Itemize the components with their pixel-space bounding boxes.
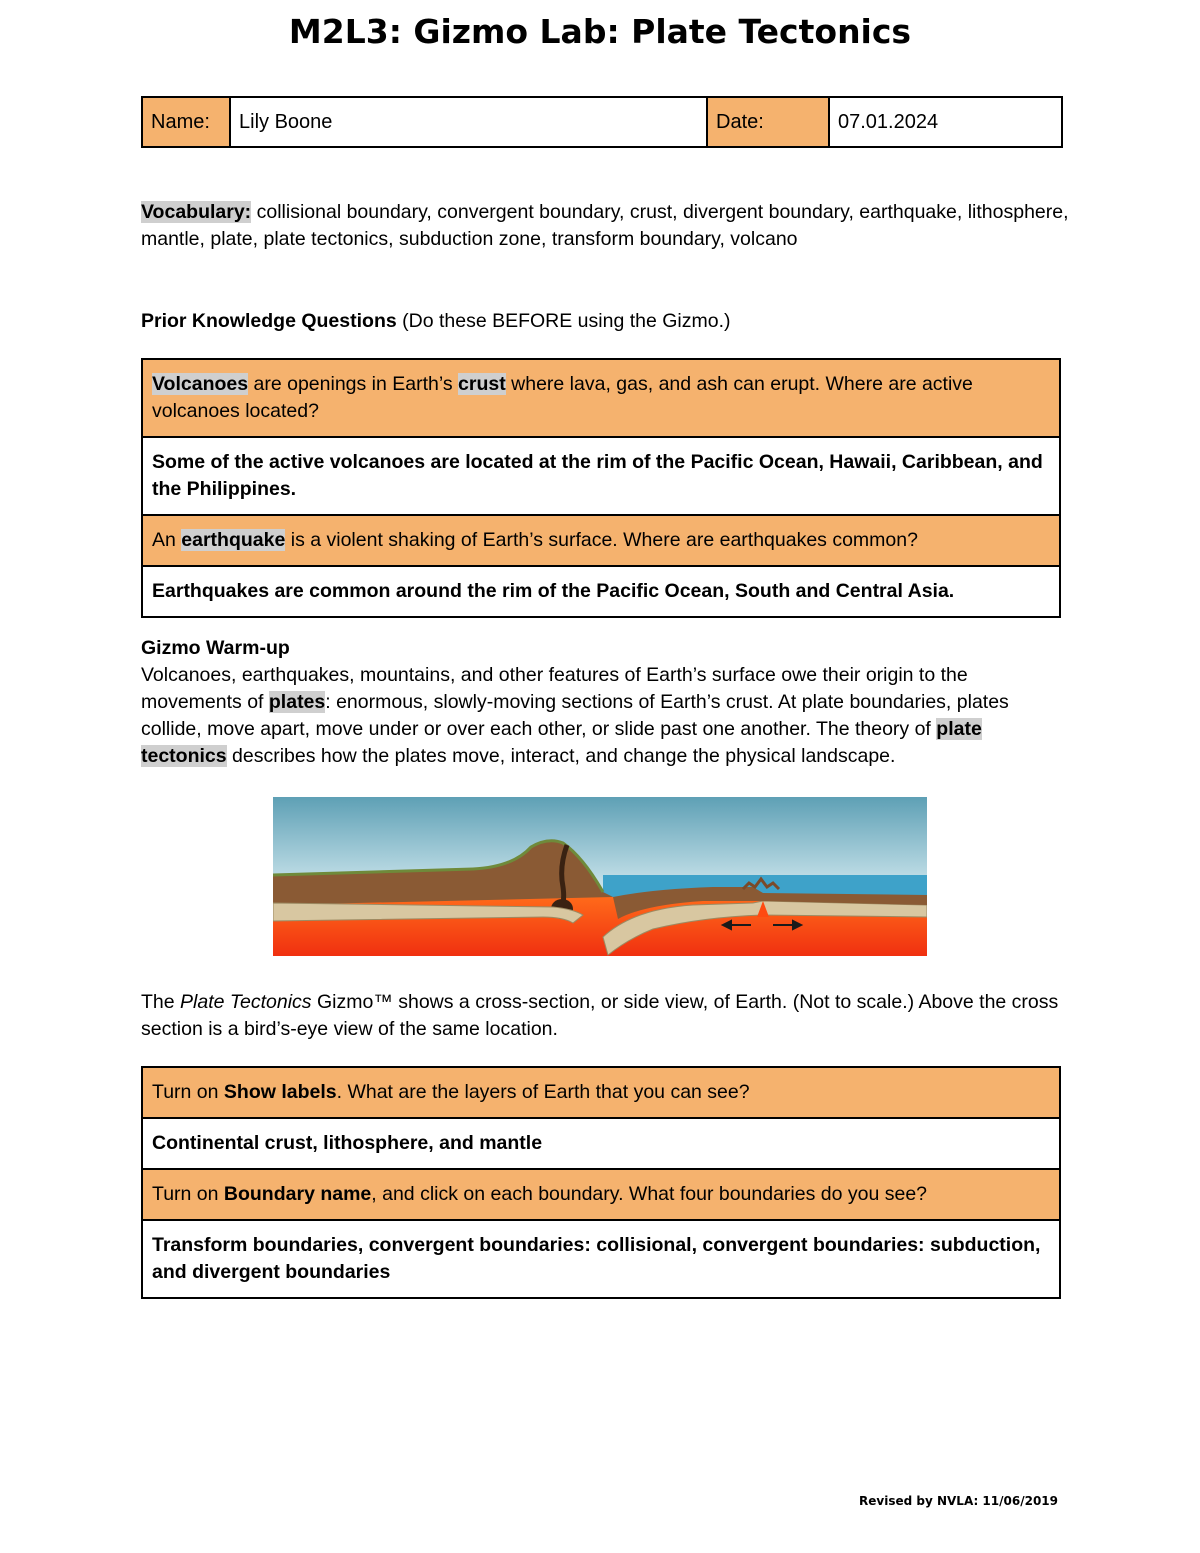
warmup-heading: Gizmo Warm-up bbox=[141, 637, 290, 659]
warmup-paragraph bbox=[141, 662, 1071, 770]
plate-tectonics-cross-section-image bbox=[273, 797, 927, 956]
page-title: M2L3: Gizmo Lab: Plate Tectonics bbox=[288, 12, 912, 51]
term-crust: crust bbox=[458, 373, 506, 395]
name-field[interactable]: Lily Boone bbox=[230, 97, 707, 147]
answer-layers[interactable]: Continental crust, lithosphere, and mantle bbox=[142, 1118, 1060, 1169]
term-earthquake: earthquake bbox=[181, 529, 286, 551]
question-text: Turn on bbox=[152, 1081, 224, 1103]
warmup-text: Volcanoes, earthquakes, mountains, and other features of Earth’s surface owe their origin to the movements of bbox=[141, 664, 968, 713]
term-volcanoes: Volcanoes bbox=[152, 373, 249, 395]
term-plate-tectonics: plate tectonics bbox=[141, 718, 982, 767]
question-text: , and click on each boundary. What four boundaries do you see? bbox=[371, 1183, 928, 1205]
question-volcanoes bbox=[142, 359, 1060, 437]
question-earthquakes bbox=[142, 515, 1060, 566]
warmup-text: : enormous, slowly-moving sections of Earth’s crust. At plate boundaries, plates collide, move apart, move under or over each other, or slide past one another. The theory of bbox=[141, 691, 1009, 740]
term-plates: plates bbox=[268, 691, 326, 713]
question-text: is a violent shaking of Earth’s surface. Where are earthquakes common? bbox=[285, 529, 918, 551]
warmup-section bbox=[141, 635, 1071, 770]
show-labels-term: Show labels bbox=[223, 1081, 337, 1103]
answer-earthquakes[interactable]: Earthquakes are common around the rim of the Pacific Ocean, South and Central Asia. bbox=[142, 566, 1060, 617]
name-label: Name: bbox=[142, 97, 230, 147]
prior-knowledge-table bbox=[141, 358, 1061, 618]
vocabulary-section bbox=[141, 199, 1071, 253]
question-text: Turn on bbox=[152, 1183, 224, 1205]
vocabulary-list: collisional boundary, convergent boundary, crust, divergent boundary, earthquake, lithosphere, mantle, plate, plate tectonics, subduction zone, transform boundary, volcano bbox=[141, 201, 1069, 250]
question-text: where lava, gas, and ash can erupt. Where are active volcanoes located? bbox=[152, 373, 973, 422]
date-field[interactable]: 07.01.2024 bbox=[829, 97, 1062, 147]
answer-volcanoes[interactable]: Some of the active volcanoes are located at the rim of the Pacific Ocean, Hawaii, Caribbean, and the Philippines. bbox=[142, 437, 1060, 515]
question-text: An bbox=[152, 529, 182, 551]
gizmo-intro-paragraph bbox=[141, 989, 1071, 1043]
vocabulary-label: Vocabulary: bbox=[141, 201, 252, 223]
date-label: Date: bbox=[707, 97, 829, 147]
gizmo-name: Plate Tectonics bbox=[180, 991, 312, 1013]
question-text: are openings in Earth’s bbox=[248, 373, 459, 395]
prior-knowledge-title: Prior Knowledge Questions bbox=[141, 310, 397, 332]
prior-knowledge-heading bbox=[141, 308, 731, 335]
answer-boundaries[interactable]: Transform boundaries, convergent boundaries: collisional, convergent boundaries: subduction, and divergent boundaries bbox=[142, 1220, 1060, 1298]
intro-text: The bbox=[141, 991, 181, 1013]
question-boundary-name bbox=[142, 1169, 1060, 1220]
question-text: . What are the layers of Earth that you can see? bbox=[336, 1081, 750, 1103]
revision-footer: Revised by NVLA: 11/06/2019 bbox=[859, 1494, 1058, 1508]
intro-text: Gizmo™ shows a cross-section, or side view, of Earth. (Not to scale.) Above the cross section is a bird’s-eye view of the same location. bbox=[141, 991, 1059, 1040]
warmup-text: describes how the plates move, interact, and change the physical landscape. bbox=[226, 745, 896, 767]
question-show-labels bbox=[142, 1067, 1060, 1118]
student-info-table bbox=[141, 96, 1063, 148]
gizmo-questions-table bbox=[141, 1066, 1061, 1299]
prior-knowledge-note: (Do these BEFORE using the Gizmo.) bbox=[396, 310, 731, 332]
boundary-name-term: Boundary name bbox=[223, 1183, 372, 1205]
